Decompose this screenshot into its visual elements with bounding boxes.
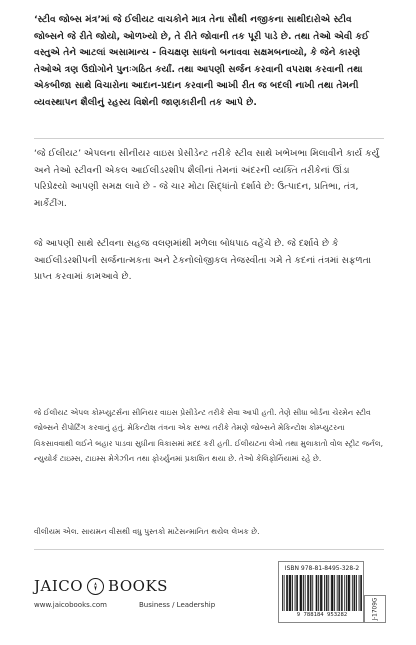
barcode-digits: 9 788184 953282 [296, 612, 348, 618]
isbn-label: ISBN 978-81-8495-328-2 [284, 565, 360, 572]
section-divider-top [34, 138, 384, 139]
publisher-logo [34, 573, 168, 599]
section-divider-bottom [34, 549, 384, 550]
book-category: Business / Leadership [139, 601, 216, 609]
publisher-name-left: JAICO [34, 577, 84, 595]
product-code-box [364, 595, 386, 623]
isbn-barcode [278, 561, 364, 623]
jaico-circle-logo-icon [87, 578, 104, 595]
coauthor-note: વીલીયમ એલ. સાયમન વીસથી વધુ પુસ્તકો માટેસન્માનિત થયેલ લેખક છે. [34, 527, 260, 536]
product-code: J-1709G [372, 597, 378, 621]
blurb-paragraph-3: જે આપણી સાથે સ્ટીવના સહજ વલણમાંથી મળેલા બોધપાઠ વહેંચે છે. જે દર્શાવે છે કે આઈલીડરશીપની સર્જનાત્મકતા અને ટેકનોલોજીકલ તેજસ્વીતા ગમે તે કદનાં તંત્રમાં સફળતા પ્રાપ્ત કરવામાં કામઆવે છે. [34, 238, 372, 283]
barcode-bars [282, 575, 362, 611]
publisher-name-right: BOOKS [108, 577, 168, 595]
publisher-website[interactable]: www.jaicobooks.com [34, 601, 107, 609]
blurb-paragraph-2: ‘જે ઈલીયટ’ એપલના સીનીયર વાઇસ પ્રેસીડેન્ટ તરીકે સ્ટીવ સાથે ખભેખભા મિલાવીને કાર્ય કર્યું અને તેઓ સ્ટીવની એકલ આઈલીડરશીપ શૈલીનાં તેમનાં અંદરની વ્યક્તિ તરીકેનાં ઊંડા પરિપ્રેક્ષ્યો આપણી સમક્ષ લાવે છે - જે ચાર મોટા સિદ્ધાંતો દર્શાવે છે: ઉત્પાદન, પ્રતિભા, તંત્ર, માર્કેટીંગ. [34, 148, 380, 209]
blurb-intro: ‘સ્ટીવ જોબ્સ મંત્ર’માં જે ઈલીયટ વાચકોને માત્ર તેના સૌથી નજીકના સાથીદારોએ સ્ટીવ જોબ્સને જે રીતે જોયો, ઓળખ્યો છે, તે રીતે જોવાની તક પૂરી પાડે છે. તથા તેઓ એવી કઈ વસ્તુએ તેને આટલાં અસામાન્ય - વિચક્ષણ સાધનો બનાવવા સક્ષમબનાવ્યો, કે જેને કારણે તેઓએ ત્રણ ઉદ્યોગોને પુનઃગઠિત કર્યાં. તથા આપણી સર્જન કરવાની વપરાશ કરવાની તથા એકબીજા સાથે વિચારોના આદાન-પ્રદાન કરવાની આખી રીત જ બદલી નાખી તથા તેમની વ્યવસ્થાપન શૈલીનું રહસ્ય વિશેની જાણકારીની તક આપે છે. [34, 14, 370, 108]
author-bio: જે ઈલીયટ એપલ કોમ્પ્યુટર્સના સીનિયર વાઇસ પ્રેસીડેન્ટ તરીકે સેવા આપી હતી. તેણે સીધા બોર્ડના ચેરમેન સ્ટીવ જોબ્સને રીપોર્ટિંગ કરવાનું હતું. મેકિન્ટોશ તંત્રના એક સભ્ય તરીકે તેમણે જોબ્સને મેકિન્ટોશ કોમ્પ્યુટરના વિકસાવવાથી લઈને બહાર પાડવા સુધીના વિકાસમાં મદદ કરી હતી. ઈલીયટના લેખો તથા મુલાકાતો વોલ સ્ટ્રીટ જર્નલ, ન્યુયોર્ક ટાઇમ્સ, ટાઇમ્સ મેગેઝીન તથા ફોર્ચ્યુનમાં પ્રકાશિત થયા છે. તેઓ કેલિફોર્નિયામાં રહે છે. [34, 408, 383, 464]
